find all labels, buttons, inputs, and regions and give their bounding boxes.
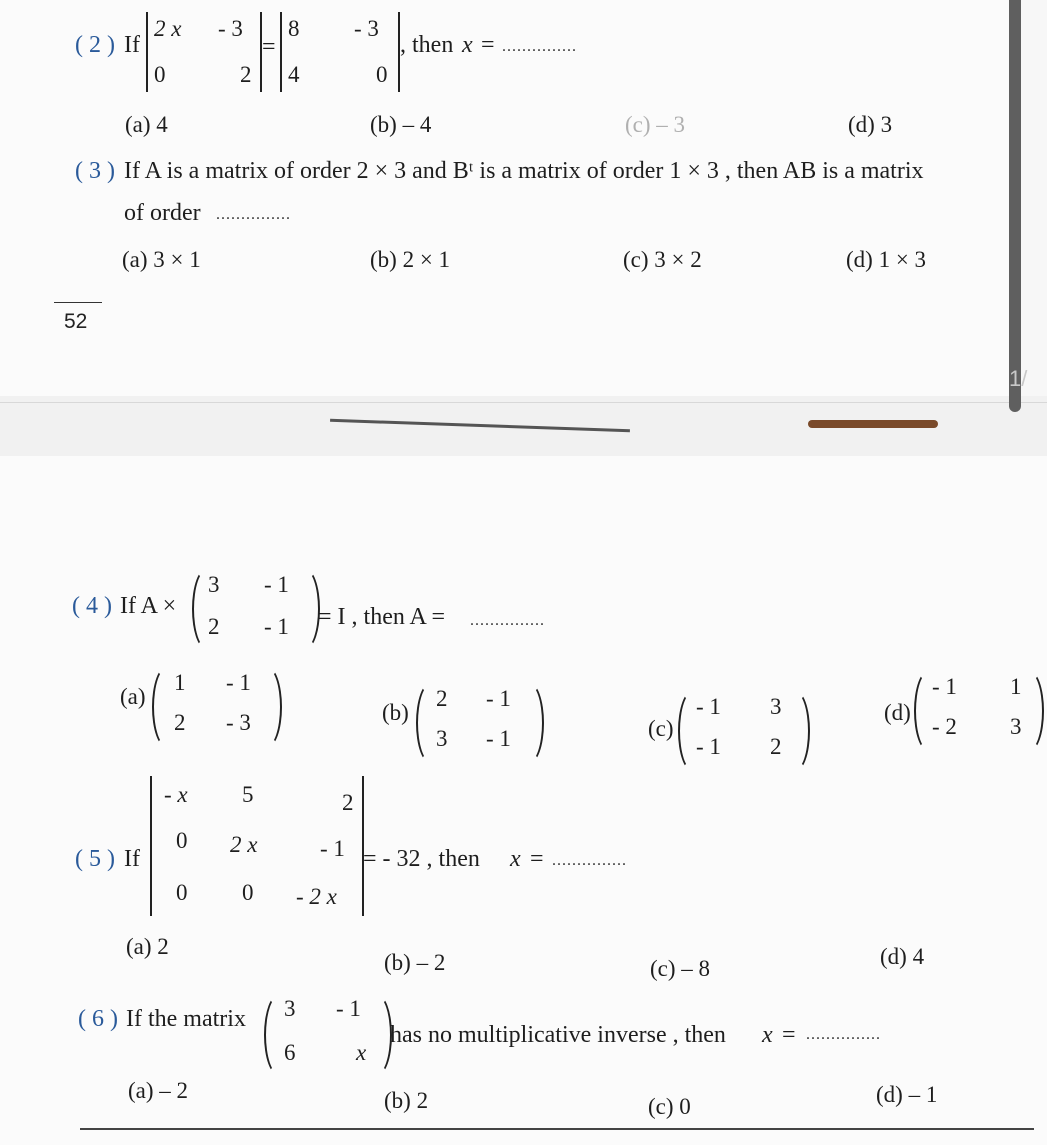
determinant-2 (280, 12, 400, 92)
matrix-cell: - 1 (696, 694, 721, 719)
option-a-label: (a) (120, 684, 146, 709)
equals-sign: = (262, 34, 276, 60)
question-text-after: = - 32 , then (363, 846, 480, 872)
option-d: (d) 3 (848, 112, 893, 137)
matrix-cell: - 3 (226, 710, 251, 735)
equals-sign: = (782, 1022, 796, 1048)
option-a-matrix (152, 666, 278, 746)
option-c-label: (c) (648, 716, 674, 741)
matrix-cell: 3 (1010, 714, 1022, 739)
matrix-cell: - 1 (226, 670, 251, 695)
question-number: ( 6 ) (78, 1006, 118, 1032)
matrix-cell: - 1 (486, 726, 511, 751)
det-cell: 2 (240, 62, 252, 87)
then-text: , then (400, 32, 454, 58)
option-a: (a) 3 × 1 (122, 247, 201, 272)
option-b: (b) – 4 (370, 112, 432, 137)
matrix-cell: - 1 (264, 614, 289, 639)
matrix-cell: 6 (284, 1040, 296, 1065)
question-number: ( 5 ) (75, 846, 115, 872)
variable-x: x (462, 32, 473, 58)
det-cell: 2 x (230, 832, 258, 857)
det-cell: 4 (288, 62, 300, 87)
option-d: (d) – 1 (876, 1082, 938, 1107)
matrix-cell: 3 (284, 996, 296, 1021)
question-if: If (124, 32, 140, 58)
det-cell: 0 (154, 62, 166, 87)
answer-blank: ............... (502, 38, 577, 55)
matrix-cell: 3 (436, 726, 448, 751)
option-c: (c) 3 × 2 (623, 247, 702, 272)
equals-sign: = (530, 846, 544, 872)
det-cell: - 1 (320, 836, 345, 861)
matrix-cell: - 1 (696, 734, 721, 759)
answer-blank: ............... (216, 206, 291, 223)
variable-x: x (762, 1022, 773, 1048)
matrix-cell: 2 (208, 614, 220, 639)
matrix-cell: 1 (1010, 674, 1022, 699)
option-a: (a) 2 (126, 934, 169, 959)
option-b: (b) – 2 (384, 950, 446, 975)
det-cell: 0 (242, 880, 254, 905)
option-b: (b) 2 × 1 (370, 247, 451, 272)
option-d-label: (d) (884, 700, 911, 725)
det-cell: 0 (176, 828, 188, 853)
option-c-matrix (678, 690, 806, 770)
option-c: (c) – 8 (650, 956, 711, 981)
scrollbar[interactable] (1009, 0, 1021, 412)
question-if: If (124, 846, 140, 872)
page-number: 52 (64, 310, 88, 333)
determinant-1 (146, 12, 262, 92)
option-d: (d) 4 (880, 944, 925, 969)
answer-blank: ............... (470, 612, 545, 629)
matrix-cell: 3 (208, 572, 220, 597)
option-b: (b) 2 (384, 1088, 429, 1113)
matrix (192, 568, 316, 648)
matrix-cell: - 1 (336, 996, 361, 1021)
matrix (264, 994, 388, 1074)
question-text-continued: of order (124, 200, 201, 226)
det-cell: - 2 x (296, 884, 337, 909)
det-cell: 2 x (154, 16, 182, 41)
answer-blank: ............... (806, 1026, 881, 1043)
det-cell: 8 (288, 16, 300, 41)
determinant (150, 776, 364, 916)
option-b-label: (b) (382, 700, 409, 725)
det-cell: - 3 (218, 16, 243, 41)
bottom-rule (80, 1128, 1034, 1130)
answer-blank: ............... (552, 852, 627, 869)
matrix-cell: - 1 (264, 572, 289, 597)
option-d-matrix (914, 670, 1040, 750)
option-d: (d) 1 × 3 (846, 247, 927, 272)
question-text: If A × (120, 593, 177, 619)
option-b-matrix (416, 682, 540, 762)
page-indicator: 1/ (1009, 366, 1028, 391)
option-a: (a) 4 (125, 112, 168, 137)
det-cell: - x (164, 782, 188, 807)
matrix-cell: - 1 (486, 686, 511, 711)
question-number: ( 3 ) (75, 158, 115, 184)
variable-x: x (510, 846, 521, 872)
matrix-cell: 2 (436, 686, 448, 711)
question-text-after: = I , then A = (318, 604, 446, 630)
matrix-cell: 1 (174, 670, 186, 695)
det-cell: - 3 (354, 16, 379, 41)
option-c: (c) – 3 (625, 112, 686, 137)
question-text: If A is a matrix of order 2 × 3 and Bᵗ is a matrix of order 1 × 3 , then AB is a matrix (124, 158, 924, 184)
det-cell: 0 (176, 880, 188, 905)
matrix-cell: - 1 (932, 674, 957, 699)
det-cell: 0 (376, 62, 388, 87)
matrix-cell: x (356, 1040, 367, 1065)
question-text: If the matrix (126, 1006, 246, 1032)
option-a: (a) – 2 (128, 1078, 189, 1103)
matrix-cell: 3 (770, 694, 782, 719)
page-number-rule (54, 302, 102, 303)
matrix-cell: 2 (174, 710, 186, 735)
det-cell: 5 (242, 782, 254, 807)
page-gap (0, 396, 1047, 456)
question-text-after: has no multiplicative inverse , then (390, 1022, 726, 1048)
equals-sign: = (481, 32, 495, 58)
matrix-cell: 2 (770, 734, 782, 759)
question-number: ( 4 ) (72, 593, 112, 619)
matrix-cell: - 2 (932, 714, 957, 739)
option-c: (c) 0 (648, 1094, 691, 1119)
det-cell: 2 (342, 790, 354, 815)
question-number: ( 2 ) (75, 32, 115, 58)
